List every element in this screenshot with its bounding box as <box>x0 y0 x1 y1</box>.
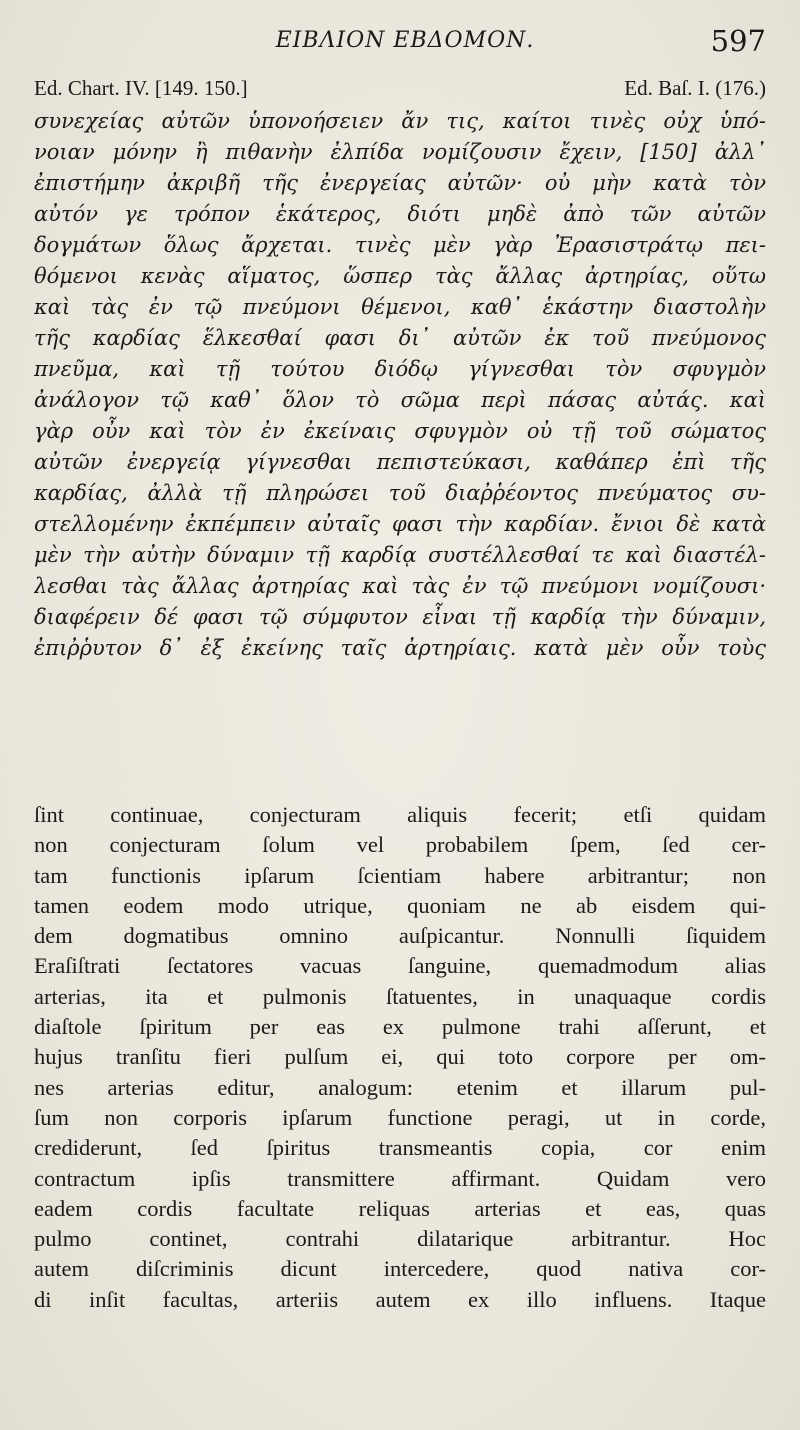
latin-line: tam functionis ipſarum ſcientiam habere arbitrantur; non <box>34 862 766 888</box>
greek-line: καρδίας, ἀλλὰ τῇ πληρώσει τοῦ διαῤῥέοντος πνεύματος συ- <box>34 481 766 505</box>
edition-reference-chart: Ed. Chart. IV. [149. 150.] <box>34 76 248 100</box>
greek-line: θόμενοι κενὰς αἵματος, ὥσπερ τὰς ἄλλας ἀρτηρίας, οὕτω <box>34 264 766 288</box>
running-title: ΕΙΒΛΙΟΝ ΕΒΔΟΜΟΝ. <box>275 28 535 53</box>
latin-line: Eraſiſtrati ſectatores vacuas ſanguine, quemadmodum alias <box>34 953 766 979</box>
latin-line: arterias, ita et pulmonis ſtatuentes, in unaquaque cordis <box>34 983 766 1009</box>
greek-line: μὲν τὴν αὐτὴν δύναμιν τῇ καρδίᾳ συστέλλεσθαί τε καὶ διαστέλ- <box>34 543 766 567</box>
greek-text-block <box>34 106 766 664</box>
greek-line: αὐτόν γε τρόπον ἑκάτερος, διότι μηδὲ ἀπὸ τῶν αὐτῶν <box>34 202 766 226</box>
greek-line: συνεχείας αὐτῶν ὑπονοήσειεν ἄν τις, καίτοι τινὲς οὐχ ὑπό- <box>34 109 766 133</box>
edition-line <box>34 76 766 106</box>
latin-text-block <box>34 800 766 1315</box>
edition-reference-basel: Ed. Baſ. I. (176.) <box>624 76 766 100</box>
latin-line: contractum ipſis transmittere affirmant. Quidam vero <box>34 1165 766 1191</box>
greek-line: ἐπιστήμην ἀκριβῆ τῆς ἐνεργείας αὐτῶν· οὐ μὴν κατὰ τὸν <box>34 171 766 195</box>
latin-line: non conjecturam ſolum vel probabilem ſpem, ſed cer- <box>34 832 766 858</box>
latin-line: hujus tranſitu fieri pulſum ei, qui toto corpore per om- <box>34 1044 766 1070</box>
greek-line: δογμάτων ὅλως ἄρχεται. τινὲς μὲν γὰρ Ἐρασιστράτῳ πει- <box>34 233 766 257</box>
greek-line: γὰρ οὖν καὶ τὸν ἐν ἐκείναις σφυγμὸν οὐ τῇ τοῦ σώματος <box>34 419 766 443</box>
greek-line: ἀνάλογον τῷ καθ᾽ ὅλον τὸ σῶμα περὶ πάσας αὐτάς. καὶ <box>34 388 766 412</box>
latin-line: ſum non corporis ipſarum functione peragi, ut in corde, <box>34 1104 766 1130</box>
page-number: 597 <box>710 24 766 58</box>
greek-line: διαφέρειν δέ φασι τῷ σύμφυτον εἶναι τῇ καρδίᾳ τὴν δύναμιν, <box>34 605 766 629</box>
latin-line: dem dogmatibus omnino auſpicantur. Nonnulli ſiquidem <box>34 923 766 949</box>
greek-line: νοιαν μόνην ἢ πιθανὴν ἐλπίδα νομίζουσιν ἔχειν, [150] ἀλλ᾽ <box>34 140 766 164</box>
greek-line: στελλομένην ἐκπέμπειν αὐταῖς φασι τὴν καρδίαν. ἔνιοι δὲ κατὰ <box>34 512 766 536</box>
running-head <box>0 24 800 64</box>
latin-line: pulmo continet, contrahi dilatarique arbitrantur. Hoc <box>34 1226 766 1252</box>
latin-line: eadem cordis facultate reliquas arterias et eas, quas <box>34 1195 766 1221</box>
latin-line: nes arterias editur, analogum: etenim et illarum pul- <box>34 1074 766 1100</box>
latin-line: diaſtole ſpiritum per eas ex pulmone trahi aſſerunt, et <box>34 1014 766 1040</box>
greek-line: λεσθαι τὰς ἄλλας ἀρτηρίας καὶ τὰς ἐν τῷ πνεύμονι νομίζουσι· <box>34 574 766 598</box>
greek-line: καὶ τὰς ἐν τῷ πνεύμονι θέμενοι, καθ᾽ ἑκάστην διαστολὴν <box>34 295 766 319</box>
greek-line: αὐτῶν ἐνεργείᾳ γίγνεσθαι πεπιστεύκασι, καθάπερ ἐπὶ τῆς <box>34 450 766 474</box>
latin-line: tamen eodem modo utrique, quoniam ne ab eisdem qui- <box>34 892 766 918</box>
latin-line: di inſit facultas, arteriis autem ex illo influens. Itaque <box>34 1286 766 1312</box>
latin-line: crediderunt, ſed ſpiritus transmeantis copia, cor enim <box>34 1135 766 1161</box>
greek-line: τῆς καρδίας ἕλκεσθαί φασι δι᾽ αὐτῶν ἐκ τοῦ πνεύμονος <box>34 326 766 350</box>
latin-line: ſint continuae, conjecturam aliquis fecerit; etſi quidam <box>34 802 766 827</box>
latin-line: autem diſcriminis dicunt intercedere, quod nativa cor- <box>34 1256 766 1282</box>
greek-line: πνεῦμα, καὶ τῇ τούτου διόδῳ γίγνεσθαι τὸν σφυγμὸν <box>34 357 766 381</box>
greek-line: ἐπιῤῥυτον δ᾽ ἐξ ἐκείνης ταῖς ἀρτηρίαις. κατὰ μὲν οὖν τοὺς <box>34 636 766 660</box>
